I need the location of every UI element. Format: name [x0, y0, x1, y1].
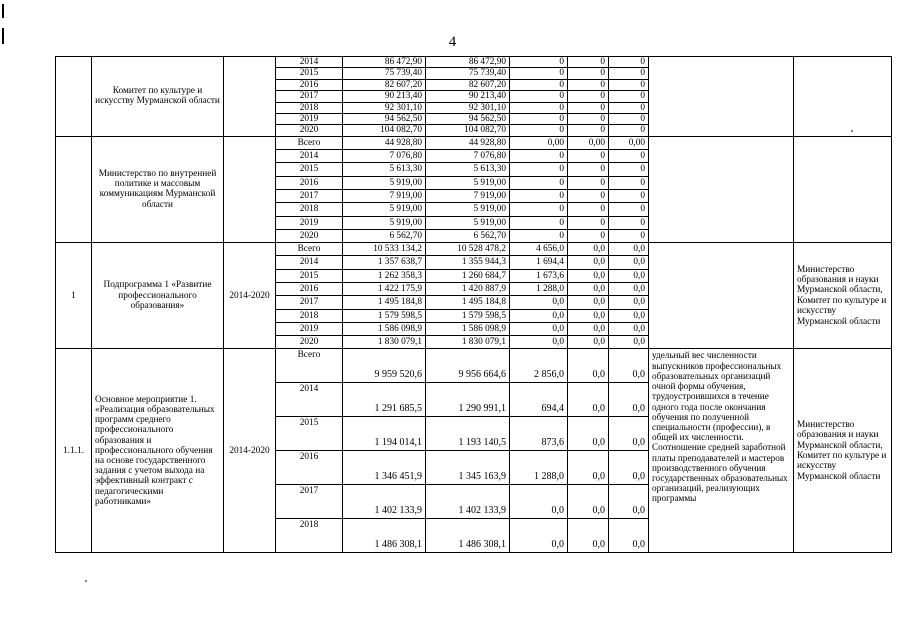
regional-cell: 1 290 991,1 [426, 383, 510, 417]
table-row [56, 243, 892, 256]
regional-cell: 5 613,30 [426, 163, 510, 176]
table-row [56, 57, 892, 68]
total-cell: 44 928,80 [343, 136, 426, 149]
year-cell: 2019 [276, 113, 343, 124]
local-cell: 0 [568, 163, 609, 176]
total-cell: 5 919,00 [343, 216, 426, 229]
regional-cell: 1 355 944,3 [426, 256, 510, 269]
local-cell: 0 [568, 79, 609, 90]
year-cell: Всего [276, 243, 343, 256]
total-cell: 6 562,70 [343, 229, 426, 242]
local-cell: 0 [568, 176, 609, 189]
indicator-cell: удельный вес численности выпускников профессиональных образовательных организаций очной формы обучения, трудоустроившихся в течение одного года после окончания обучения по полученной специальности (профессии), в общей их численности. Соотношение средней заработной платы преподавателей и мастеров производственного обучения государственных образовательных организаций, реализующих программы [649, 349, 794, 553]
regional-cell: 5 919,00 [426, 203, 510, 216]
total-cell: 1 579 598,5 [343, 309, 426, 322]
block-number: 1 [56, 243, 92, 349]
regional-cell: 1 345 163,9 [426, 451, 510, 485]
federal-cell: 0 [510, 79, 568, 90]
federal-cell: 0 [510, 229, 568, 242]
local-cell: 0 [568, 189, 609, 202]
other-cell: 0 [609, 163, 649, 176]
local-cell: 0,0 [568, 519, 609, 553]
federal-cell: 0,0 [510, 296, 568, 309]
other-cell: 0,0 [609, 283, 649, 296]
executor-cell: Министерство образования и науки Мурманской области, Комитет по культуре и искусству Мурманской области [794, 243, 892, 349]
regional-cell: 82 607,20 [426, 79, 510, 90]
other-cell: 0,00 [609, 136, 649, 149]
other-cell: 0,0 [609, 309, 649, 322]
year-cell: 2017 [276, 296, 343, 309]
table-row [56, 136, 892, 149]
other-cell: 0 [609, 203, 649, 216]
block-number [56, 136, 92, 242]
total-cell: 7 919,00 [343, 189, 426, 202]
year-cell: 2018 [276, 519, 343, 553]
total-cell: 1 194 014,1 [343, 417, 426, 451]
block-number [56, 57, 92, 137]
year-cell: 2018 [276, 203, 343, 216]
year-cell: 2019 [276, 322, 343, 335]
other-cell: 0,0 [609, 349, 649, 383]
indicator-cell [649, 243, 794, 349]
year-cell: Всего [276, 136, 343, 149]
federal-cell: 0 [510, 216, 568, 229]
year-cell: 2018 [276, 309, 343, 322]
regional-cell: 86 472,90 [426, 57, 510, 68]
federal-cell: 0 [510, 203, 568, 216]
other-cell: 0 [609, 216, 649, 229]
year-cell: 2018 [276, 102, 343, 113]
federal-cell: 1 673,6 [510, 269, 568, 282]
federal-cell: 0,00 [510, 136, 568, 149]
federal-cell: 0,0 [510, 309, 568, 322]
federal-cell: 0 [510, 163, 568, 176]
executor-cell: Министерство образования и науки Мурманской области, Комитет по культуре и искусству Мурманской области [794, 349, 892, 553]
block-number: 1.1.1. [56, 349, 92, 553]
other-cell: 0,0 [609, 485, 649, 519]
local-cell: 0,0 [568, 256, 609, 269]
year-cell: 2017 [276, 189, 343, 202]
other-cell: 0,0 [609, 336, 649, 349]
executor-cell [794, 136, 892, 242]
other-cell: 0 [609, 113, 649, 124]
federal-cell: 0 [510, 57, 568, 68]
total-cell: 1 830 079,1 [343, 336, 426, 349]
regional-cell: 1 402 133,9 [426, 485, 510, 519]
total-cell: 5 919,00 [343, 203, 426, 216]
regional-cell: 1 495 184,8 [426, 296, 510, 309]
federal-cell: 0,0 [510, 336, 568, 349]
year-cell: 2017 [276, 485, 343, 519]
scan-speck [85, 580, 87, 582]
total-cell: 1 291 685,5 [343, 383, 426, 417]
federal-cell: 694,4 [510, 383, 568, 417]
total-cell: 86 472,90 [343, 57, 426, 68]
other-cell: 0,0 [609, 451, 649, 485]
year-cell: 2017 [276, 91, 343, 102]
other-cell: 0 [609, 189, 649, 202]
federal-cell: 0 [510, 189, 568, 202]
other-cell: 0 [609, 91, 649, 102]
year-cell: 2015 [276, 417, 343, 451]
local-cell: 0,0 [568, 296, 609, 309]
year-cell: 2014 [276, 57, 343, 68]
other-cell: 0,0 [609, 269, 649, 282]
local-cell: 0 [568, 91, 609, 102]
regional-cell: 92 301,10 [426, 102, 510, 113]
other-cell: 0,0 [609, 519, 649, 553]
federal-cell: 0,0 [510, 519, 568, 553]
other-cell: 0,0 [609, 296, 649, 309]
regional-cell: 1 193 140,5 [426, 417, 510, 451]
local-cell: 0,00 [568, 136, 609, 149]
regional-cell: 94 562,50 [426, 113, 510, 124]
local-cell: 0 [568, 203, 609, 216]
other-cell: 0 [609, 57, 649, 68]
regional-cell: 44 928,80 [426, 136, 510, 149]
other-cell: 0 [609, 68, 649, 79]
scan-speck [851, 130, 853, 132]
local-cell: 0 [568, 229, 609, 242]
federal-cell: 0 [510, 176, 568, 189]
regional-cell: 1 579 598,5 [426, 309, 510, 322]
local-cell: 0,0 [568, 485, 609, 519]
federal-cell: 1 694,4 [510, 256, 568, 269]
total-cell: 7 076,80 [343, 150, 426, 163]
local-cell: 0,0 [568, 243, 609, 256]
year-cell: 2020 [276, 229, 343, 242]
other-cell: 0,0 [609, 322, 649, 335]
federal-cell: 0 [510, 150, 568, 163]
block-name: Основное мероприятие 1. «Реализация образовательных программ среднего профессионального образования и профессионального обучения на основе государственного задания с учетом выхода на эффективный контракт с педагогическими работниками» [92, 349, 224, 553]
local-cell: 0 [568, 125, 609, 136]
regional-cell: 104 082,70 [426, 125, 510, 136]
year-cell: 2020 [276, 336, 343, 349]
total-cell: 90 213,40 [343, 91, 426, 102]
federal-cell: 1 288,0 [510, 451, 568, 485]
regional-cell: 1 260 684,7 [426, 269, 510, 282]
block-period: 2014-2020 [224, 349, 276, 553]
year-cell: 2014 [276, 256, 343, 269]
budget-table [55, 56, 892, 553]
year-cell: 2014 [276, 383, 343, 417]
indicator-cell [649, 57, 794, 137]
other-cell: 0 [609, 102, 649, 113]
other-cell: 0 [609, 176, 649, 189]
other-cell: 0 [609, 125, 649, 136]
regional-cell: 75 739,40 [426, 68, 510, 79]
other-cell: 0,0 [609, 243, 649, 256]
page-number: 4 [448, 34, 457, 50]
total-cell: 82 607,20 [343, 79, 426, 90]
local-cell: 0 [568, 113, 609, 124]
block-period [224, 136, 276, 242]
year-cell: 2020 [276, 125, 343, 136]
other-cell: 0,0 [609, 383, 649, 417]
year-cell: 2015 [276, 68, 343, 79]
executor-cell [794, 57, 892, 137]
total-cell: 5 613,30 [343, 163, 426, 176]
total-cell: 5 919,00 [343, 176, 426, 189]
regional-cell: 1 486 308,1 [426, 519, 510, 553]
local-cell: 0,0 [568, 451, 609, 485]
block-name: Министерство по внутренней политике и массовым коммуникациям Мурманской области [92, 136, 224, 242]
year-cell: 2015 [276, 163, 343, 176]
block-period: 2014-2020 [224, 243, 276, 349]
local-cell: 0 [568, 216, 609, 229]
regional-cell: 6 562,70 [426, 229, 510, 242]
total-cell: 1 402 133,9 [343, 485, 426, 519]
federal-cell: 873,6 [510, 417, 568, 451]
regional-cell: 9 956 664,6 [426, 349, 510, 383]
local-cell: 0,0 [568, 417, 609, 451]
federal-cell: 0 [510, 91, 568, 102]
block-name: Комитет по культуре и искусству Мурманской области [92, 57, 224, 137]
other-cell: 0 [609, 229, 649, 242]
year-cell: 2014 [276, 150, 343, 163]
year-cell: Всего [276, 349, 343, 383]
year-cell: 2016 [276, 451, 343, 485]
total-cell: 1 422 175,9 [343, 283, 426, 296]
year-cell: 2016 [276, 283, 343, 296]
total-cell: 9 959 520,6 [343, 349, 426, 383]
federal-cell: 4 656,0 [510, 243, 568, 256]
regional-cell: 1 586 098,9 [426, 322, 510, 335]
other-cell: 0,0 [609, 256, 649, 269]
total-cell: 1 486 308,1 [343, 519, 426, 553]
total-cell: 1 346 451,9 [343, 451, 426, 485]
federal-cell: 0,0 [510, 322, 568, 335]
federal-cell: 0,0 [510, 485, 568, 519]
federal-cell: 1 288,0 [510, 283, 568, 296]
total-cell: 1 495 184,8 [343, 296, 426, 309]
total-cell: 1 586 098,9 [343, 322, 426, 335]
regional-cell: 90 213,40 [426, 91, 510, 102]
local-cell: 0 [568, 57, 609, 68]
total-cell: 104 082,70 [343, 125, 426, 136]
year-cell: 2016 [276, 176, 343, 189]
block-name: Подпрограмма 1 «Развитие профессионального образования» [92, 243, 224, 349]
local-cell: 0,0 [568, 349, 609, 383]
local-cell: 0,0 [568, 309, 609, 322]
total-cell: 75 739,40 [343, 68, 426, 79]
regional-cell: 7 076,80 [426, 150, 510, 163]
indicator-cell [649, 136, 794, 242]
local-cell: 0,0 [568, 322, 609, 335]
local-cell: 0 [568, 102, 609, 113]
year-cell: 2016 [276, 79, 343, 90]
regional-cell: 1 420 887,9 [426, 283, 510, 296]
year-cell: 2019 [276, 216, 343, 229]
total-cell: 1 357 638,7 [343, 256, 426, 269]
table-row [56, 349, 892, 383]
other-cell: 0,0 [609, 417, 649, 451]
total-cell: 1 262 358,3 [343, 269, 426, 282]
local-cell: 0 [568, 150, 609, 163]
federal-cell: 0 [510, 68, 568, 79]
regional-cell: 10 528 478,2 [426, 243, 510, 256]
total-cell: 92 301,10 [343, 102, 426, 113]
total-cell: 94 562,50 [343, 113, 426, 124]
regional-cell: 1 830 079,1 [426, 336, 510, 349]
local-cell: 0 [568, 68, 609, 79]
regional-cell: 5 919,00 [426, 216, 510, 229]
block-period [224, 57, 276, 137]
year-cell: 2015 [276, 269, 343, 282]
federal-cell: 2 856,0 [510, 349, 568, 383]
local-cell: 0,0 [568, 383, 609, 417]
federal-cell: 0 [510, 102, 568, 113]
other-cell: 0 [609, 150, 649, 163]
federal-cell: 0 [510, 113, 568, 124]
other-cell: 0 [609, 79, 649, 90]
federal-cell: 0 [510, 125, 568, 136]
regional-cell: 7 919,00 [426, 189, 510, 202]
regional-cell: 5 919,00 [426, 176, 510, 189]
local-cell: 0,0 [568, 269, 609, 282]
total-cell: 10 533 134,2 [343, 243, 426, 256]
local-cell: 0,0 [568, 336, 609, 349]
local-cell: 0,0 [568, 283, 609, 296]
